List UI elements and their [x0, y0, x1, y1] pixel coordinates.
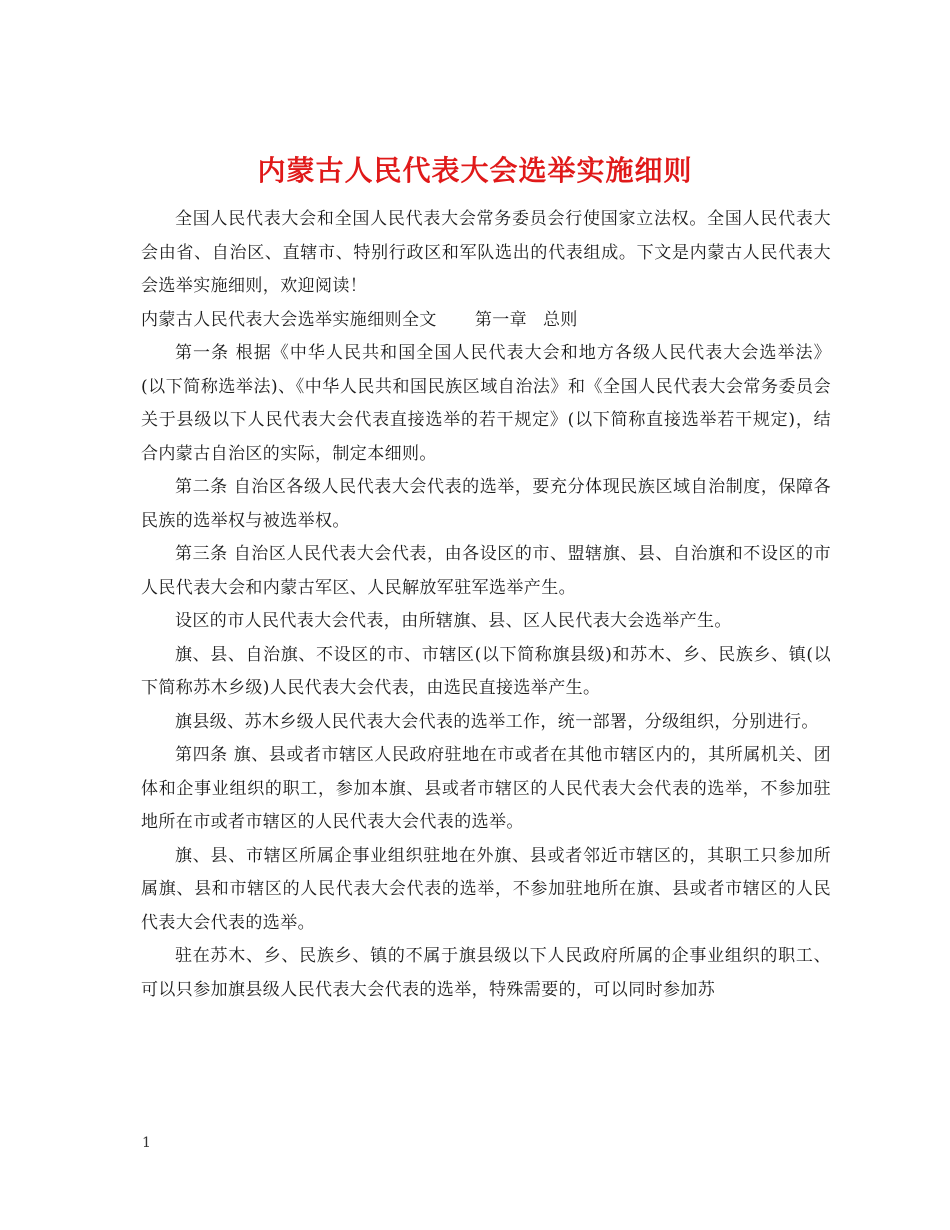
article-paragraph: 旗、县、自治旗、不设区的市、市辖区(以下简称旗县级)和苏木、乡、民族乡、镇(以下简称苏木乡级)人民代表大会代表，由选民直接选举产生。	[141, 644, 831, 698]
article-paragraph: 第三条 自治区人民代表大会代表，由各设区的市、盟辖旗、县、自治旗和不设区的市人民代表大会和内蒙古军区、人民解放军驻军选举产生。	[141, 544, 831, 598]
article-paragraph: 设区的市人民代表大会代表，由所辖旗、县、区人民代表大会选举产生。	[175, 611, 732, 631]
article-paragraph: 第四条 旗、县或者市辖区人民政府驻地在市或者在其他市辖区内的，其所属机关、团体和企事业组织的职工，参加本旗、县或者市辖区的人民代表大会代表的选举，不参加驻地所在市或者市辖区的人民代表大会代表的选举。	[141, 745, 831, 832]
chapter-number: 第一章	[474, 309, 528, 330]
article-paragraph: 旗、县、市辖区所属企事业组织驻地在外旗、县或者邻近市辖区的，其职工只参加所属旗、县和市辖区的人民代表大会代表的选举，不参加驻地所在旗、县或者市辖区的人民代表大会代表的选举。	[141, 845, 831, 933]
article-paragraph: 驻在苏木、乡、民族乡、镇的不属于旗县级以下人民政府所属的企事业组织的职工、可以只参加旗县级人民代表大会代表的选举，特殊需要的，可以同时参加苏	[141, 946, 831, 1000]
intro-paragraph: 全国人民代表大会和全国人民代表大会常务委员会行使国家立法权。全国人民代表大会由省、自治区、直辖市、特别行政区和军队选出的代表组成。下文是内蒙古人民代表大会选举实施细则，欢迎阅读！	[141, 209, 831, 296]
page-number: 1	[142, 1135, 151, 1151]
chapter-title: 总则	[543, 309, 578, 330]
document-title: 内蒙古人民代表大会选举实施细则	[257, 153, 693, 187]
article-paragraph: 旗县级、苏木乡级人民代表大会代表的选举工作，统一部署，分级组织，分别进行。	[175, 711, 819, 732]
document-body	[141, 203, 831, 1007]
article-paragraph: 第一条 根据《中华人民共和国全国人民代表大会和地方各级人民代表大会选举法》(以下简称选举法)、《中华人民共和国民族区域自治法》和《全国人民代表大会常务委员会关于县级以下人民代表大会代表直接选举的若干规定》(以下简称直接选举若干规定)，结合内蒙古自治区的实际，制定本细则。	[141, 343, 831, 464]
article-paragraph: 第二条 自治区各级人民代表大会代表的选举，要充分体现民族区域自治制度，保障各民族的选举权与被选举权。	[141, 477, 831, 531]
chapter-heading-line	[141, 304, 831, 338]
full-text-heading: 内蒙古人民代表大会选举实施细则全文	[141, 309, 437, 330]
